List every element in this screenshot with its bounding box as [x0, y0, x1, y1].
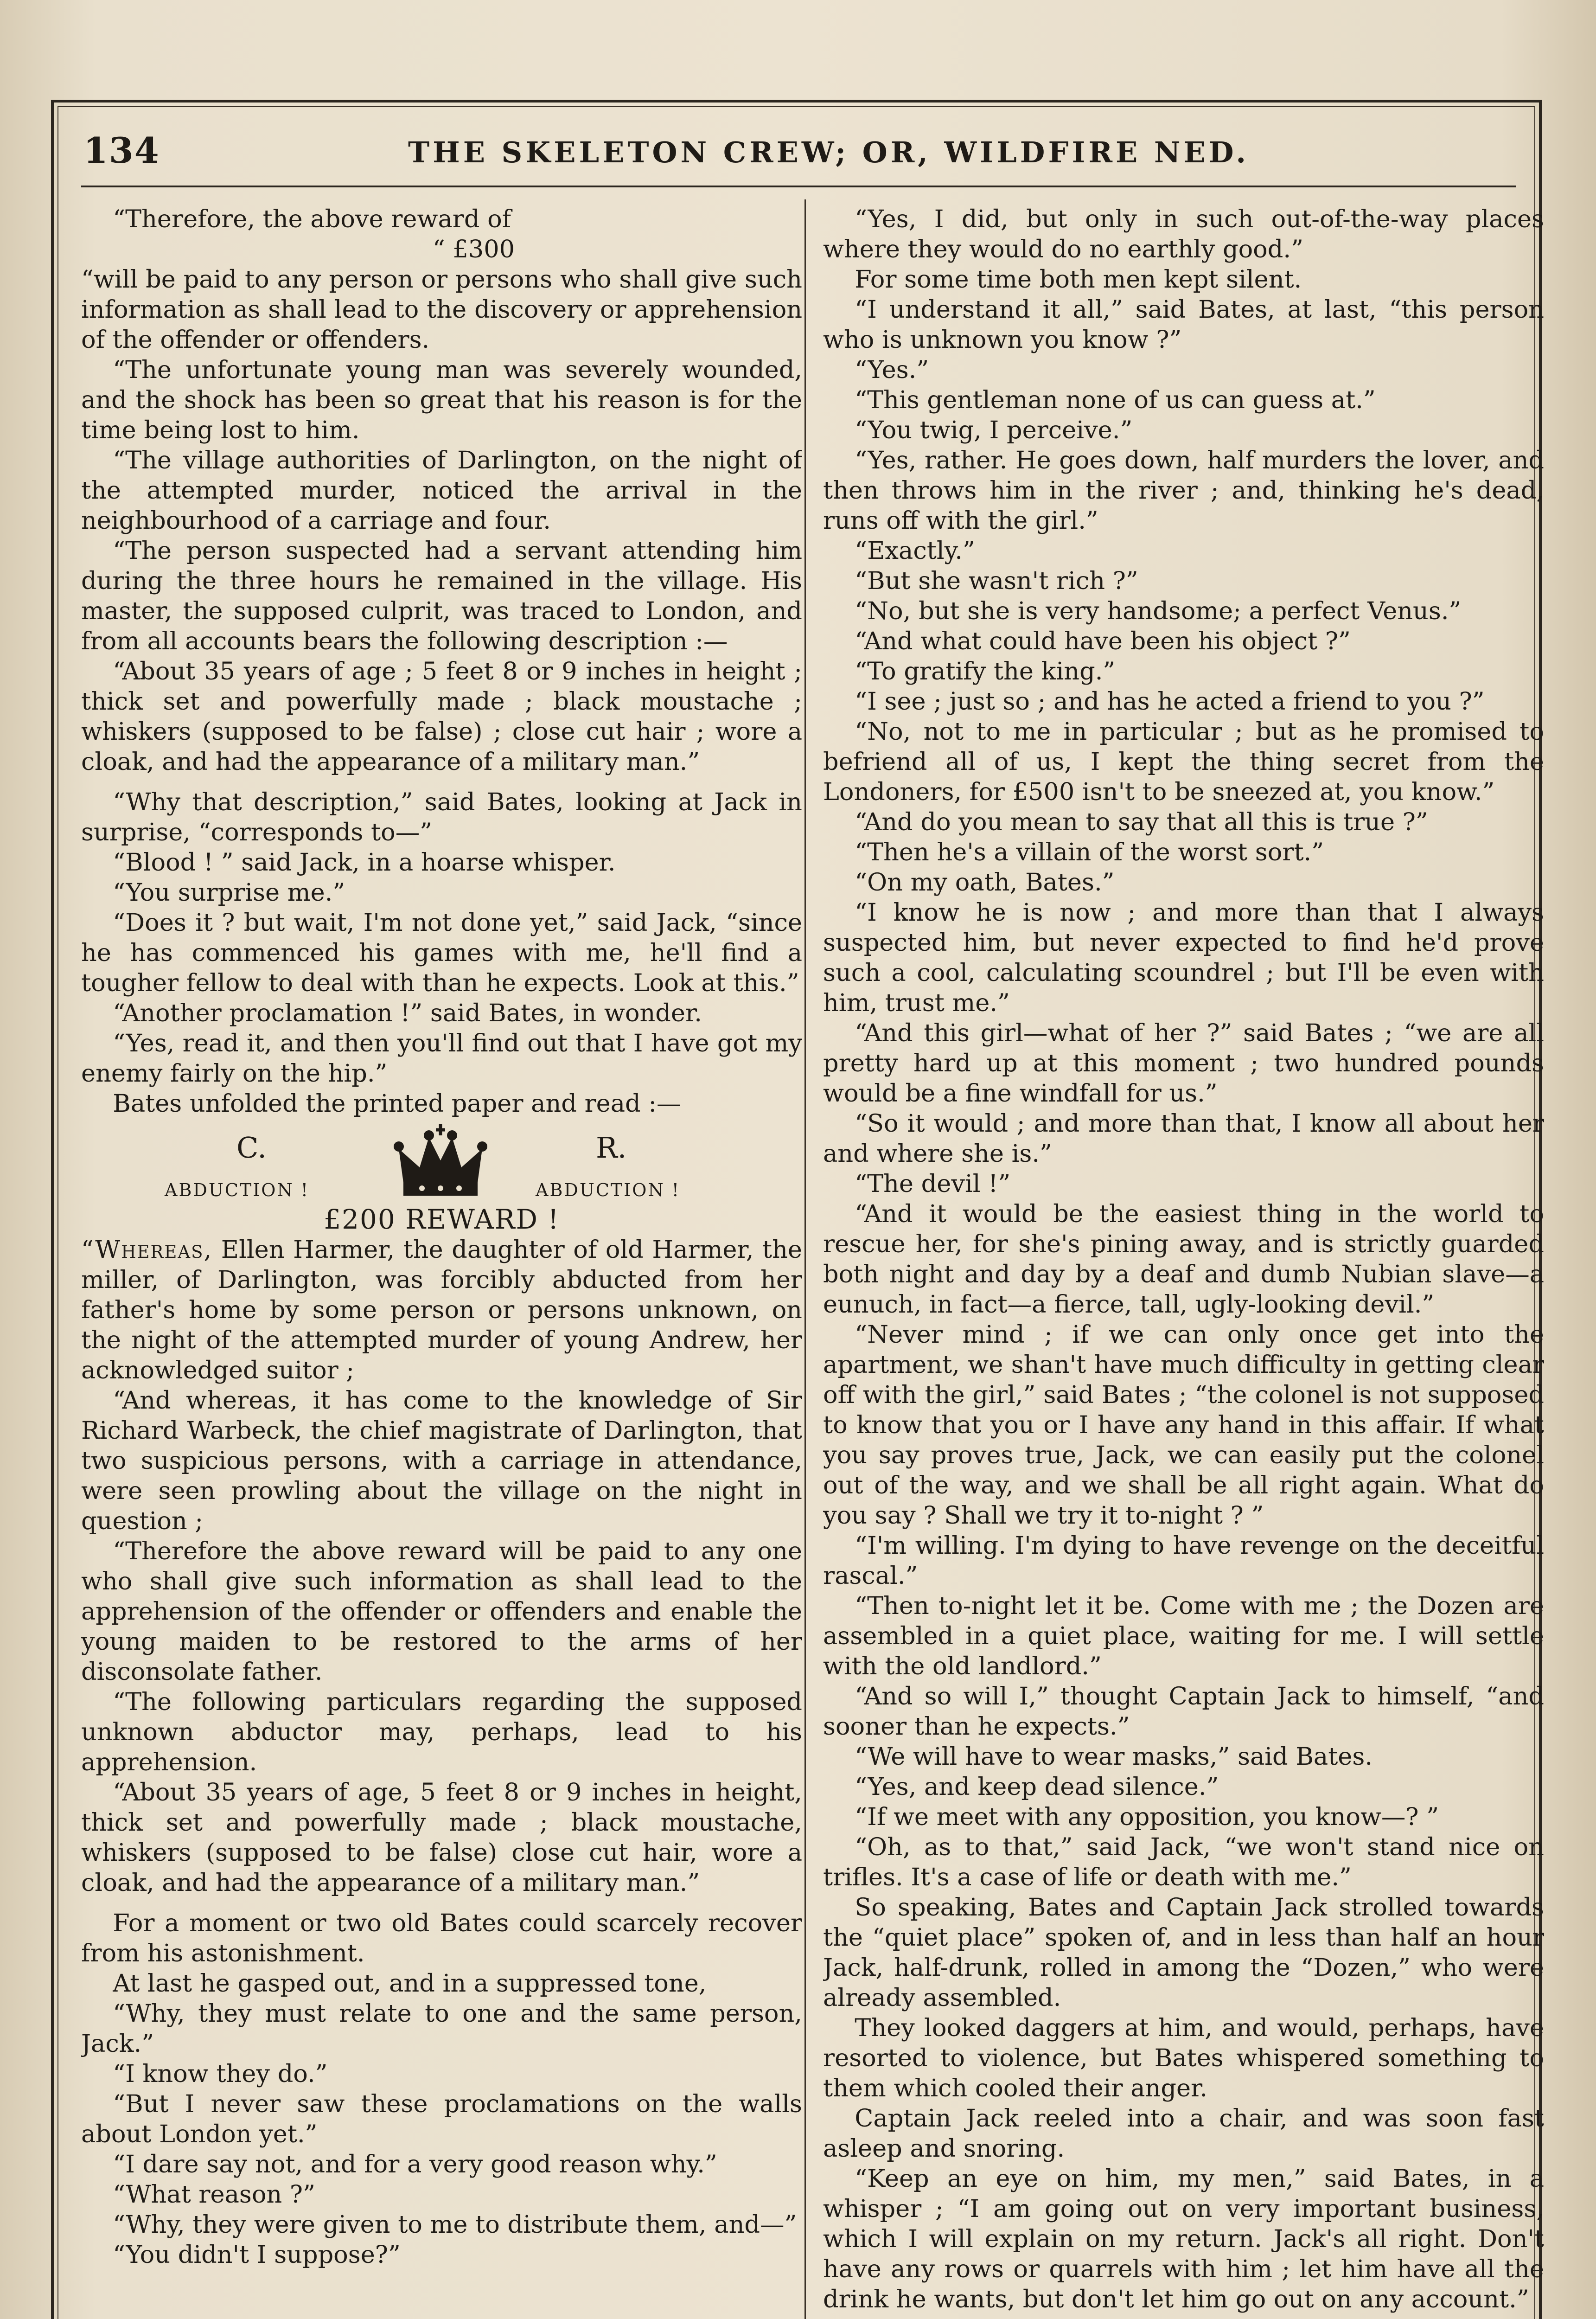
- paragraph: “You surprise me.”: [113, 878, 345, 907]
- paragraph: “Then to-night let it be. Come with me ; the Dozen are assembled in a quiet place, waiting for me. I will settle with the old landlord.”: [823, 1592, 1544, 1680]
- proclamation-letter-right: R.: [596, 1131, 627, 1165]
- proclamation-header: [81, 1123, 802, 1204]
- proclamation-letter-left: C.: [236, 1131, 267, 1165]
- paragraph: “No, not to me in particular ; but as he promised to befriend all of us, I kept the thing secret from the Londoners, for £500 isn't to be sneezed at, you know.”: [823, 717, 1544, 806]
- running-title: THE SKELETON CREW; OR, WILDFIRE NED.: [408, 135, 1249, 169]
- paragraph: “On my oath, Bates.”: [855, 868, 1115, 897]
- paragraph: Bates unfolded the printed paper and read :—: [113, 1089, 681, 1118]
- paragraph: “About 35 years of age ; 5 feet 8 or 9 inches in height ; thick set and powerfully made ; black moustache ; whiskers (supposed to be false) ; close cut hair ; wore a cloak, and had the appearance of a military man.”: [81, 657, 802, 776]
- paragraph: “I know they do.”: [113, 2060, 328, 2088]
- paragraph: “will be paid to any person or persons who shall give such information as shall lead to the discovery or apprehension of the offender or offenders.: [81, 265, 802, 354]
- paragraph: “The village authorities of Darlington, on the night of the attempted murder, noticed the arrival in the neighbourhood of a carriage and four.: [81, 446, 802, 535]
- paragraph: “Yes, read it, and then you'll find out that I have got my enemy fairly on the hip.”: [81, 1029, 802, 1088]
- paragraph: “Why, they must relate to one and the same person, Jack.”: [81, 1999, 802, 2058]
- crown-icon: [389, 1123, 492, 1204]
- paragraph: “I know he is now ; and more than that I always suspected him, but never expected to find he'd prove such a cool, calculating scoundrel ; but I'll be even with him, trust me.”: [823, 898, 1544, 1017]
- paragraph: “Yes, rather. He goes down, half murders the lover, and then throws him in the river ; and, thinking he's dead, runs off with the girl.”: [823, 446, 1544, 535]
- paragraph: [81, 1235, 802, 1385]
- paragraph: “And whereas, it has come to the knowledge of Sir Richard Warbeck, the chief magistrate of Darlington, that two suspicious persons, with a carriage in attendance, were seen prowling about the village on the night in question ;: [81, 1386, 802, 1535]
- paragraph: So speaking, Bates and Captain Jack strolled towards the “quiet place” spoken of, and in less than half an hour Jack, half-drunk, rolled in among the “Dozen,” who were already assembled.: [823, 1893, 1544, 2012]
- right-column: [823, 204, 1544, 2319]
- paragraph: “But she wasn't rich ?”: [855, 567, 1138, 595]
- paragraph: “Therefore, the above reward of: [113, 205, 511, 233]
- paragraph: “Oh, as to that,” said Jack, “we won't stand nice on trifles. It's a case of life or death with me.”: [823, 1833, 1544, 1891]
- paragraph: “And do you mean to say that all this is true ?”: [855, 808, 1428, 836]
- paragraph: “I see ; just so ; and has he acted a friend to you ?”: [855, 687, 1485, 716]
- paragraph: “About 35 years of age, 5 feet 8 or 9 inches in height, thick set and powerfully made ; black moustache, whiskers (supposed to be false) close cut hair, wore a cloak, and had the appearance of a military man.”: [81, 1778, 802, 1897]
- paragraph: Captain Jack reeled into a chair, and was soon fast asleep and snoring.: [823, 2104, 1544, 2163]
- paragraph: “And it would be the easiest thing in the world to rescue her, for she's pining away, and is strictly guarded both night and day by a deaf and dumb Nubian slave—a eunuch, in fact—a fierce, tall, ugly-looking devil.”: [823, 1200, 1544, 1319]
- paragraph: “Yes.”: [855, 356, 929, 384]
- page-header: [83, 125, 1512, 176]
- paragraph: “And what could have been his object ?”: [855, 627, 1351, 655]
- paragraph: “You twig, I perceive.”: [855, 416, 1133, 444]
- paragraph: “The person suspected had a servant attending him during the three hours he remained in the village. His master, the supposed culprit, was traced to London, and from all accounts bears the following description :—: [81, 537, 802, 655]
- paragraph: At last he gasped out, and in a suppressed tone,: [113, 1969, 707, 1998]
- abduction-label-right: ABDUCTION !: [536, 1180, 681, 1200]
- paragraph: “But I never saw these proclamations on the walls about London yet.”: [81, 2090, 802, 2148]
- paragraph: “The unfortunate young man was severely wounded, and the shock has been so great that his reason is for the time being lost to him.: [81, 356, 802, 444]
- paragraph: “Does it ? but wait, I'm not done yet,” said Jack, “since he has commenced his games with me, he'll find a tougher fellow to deal with than he expects. Look at this.”: [81, 909, 802, 997]
- paragraph: “And so will I,” thought Captain Jack to himself, “and sooner than he expects.”: [823, 1682, 1544, 1741]
- paragraph: For some time both men kept silent.: [855, 265, 1302, 294]
- paragraph-text: Ellen Harmer, the daughter of old Harmer, the miller, of Darlington, was forcibly abducted from her father's home by some person or persons unknown, on the night of the attempted murder of young Andrew, her acknowledged suitor ;: [81, 1236, 802, 1384]
- reward-heading: £200 REWARD !: [324, 1204, 560, 1235]
- paragraph: “Yes, I did, but only in such out-of-the-way places where they would do no earthly good.”: [823, 205, 1544, 263]
- paragraph: “If we meet with any opposition, you know—? ”: [855, 1803, 1439, 1831]
- paragraph: “Blood ! ” said Jack, in a hoarse whisper.: [113, 848, 616, 877]
- header-rule: [81, 186, 1516, 187]
- paragraph: “This gentleman none of us can guess at.”: [855, 386, 1376, 414]
- paragraph: “To gratify the king.”: [855, 657, 1116, 685]
- whereas-lead: “Whereas,: [81, 1236, 213, 1264]
- page-number: 134: [83, 130, 160, 171]
- paragraph: “Another proclamation !” said Bates, in wonder.: [113, 999, 702, 1027]
- paragraph: “Then he's a villain of the worst sort.”: [855, 838, 1324, 866]
- paragraph: They looked daggers at him, and would, perhaps, have resorted to violence, but Bates whispered something to them which cooled their anger.: [823, 2014, 1544, 2102]
- paragraph: “No, but she is very handsome; a perfect Venus.”: [855, 597, 1462, 625]
- paragraph: “The following particulars regarding the supposed unknown abductor may, perhaps, lead to his apprehension.: [81, 1688, 802, 1776]
- paragraph: “I understand it all,” said Bates, at last, “this person who is unknown you know ?”: [823, 295, 1544, 354]
- left-column: [81, 204, 802, 2319]
- paragraph: “Yes, and keep dead silence.”: [855, 1773, 1219, 1801]
- paragraph: “Therefore the above reward will be paid to any one who shall give such information as shall lead to the apprehension of the offender or offenders and enable the young maiden to be restored to the arms of her disconsolate father.: [81, 1537, 802, 1686]
- paragraph: “Keep an eye on him, my men,” said Bates, in a whisper ; “I am going out on very important business, which I will explain on my return. Jack's all right. Don't have any rows or quarrels with him ; let him have all the drink he wants, but don't let him go out on any account.”: [823, 2165, 1544, 2313]
- paragraph: “What reason ?”: [113, 2180, 315, 2209]
- reward-amount: “ £300: [432, 235, 515, 263]
- paragraph: “So it would ; and more than that, I know all about her and where she is.”: [823, 1109, 1544, 1168]
- paragraph: “I'm willing. I'm dying to have revenge on the deceitful rascal.”: [823, 1531, 1544, 1590]
- paragraph: “Why that description,” said Bates, looking at Jack in surprise, “corresponds to—”: [81, 788, 802, 846]
- paragraph: “Never mind ; if we can only once get into the apartment, we shan't have much difficulty in getting clear off with the girl,” said Bates ; “the colonel is not supposed to know that you or I have any hand in this affair. If what you say proves true, Jack, we can easily put the colonel out of the way, and we shall be all right again. What do you say ? Shall we try it to-night ? ”: [823, 1320, 1544, 1530]
- paragraph: “We will have to wear masks,” said Bates.: [855, 1742, 1373, 1771]
- paragraph: “You didn't I suppose?”: [113, 2241, 401, 2269]
- paragraph: “Why, they were given to me to distribute them, and—”: [113, 2210, 797, 2239]
- paragraph: For a moment or two old Bates could scarcely recover from his astonishment.: [81, 1909, 802, 1967]
- paragraph: “And this girl—what of her ?” said Bates ; “we are all pretty hard up at this moment ; two hundred pounds would be a fine windfall for us.”: [823, 1019, 1544, 1108]
- column-divider: [804, 199, 806, 2319]
- paragraph: “The devil !”: [855, 1170, 1011, 1198]
- paragraph: “Exactly.”: [855, 537, 975, 565]
- paragraph: “I dare say not, and for a very good reason why.”: [113, 2150, 717, 2178]
- abduction-label-left: ABDUCTION !: [165, 1180, 310, 1200]
